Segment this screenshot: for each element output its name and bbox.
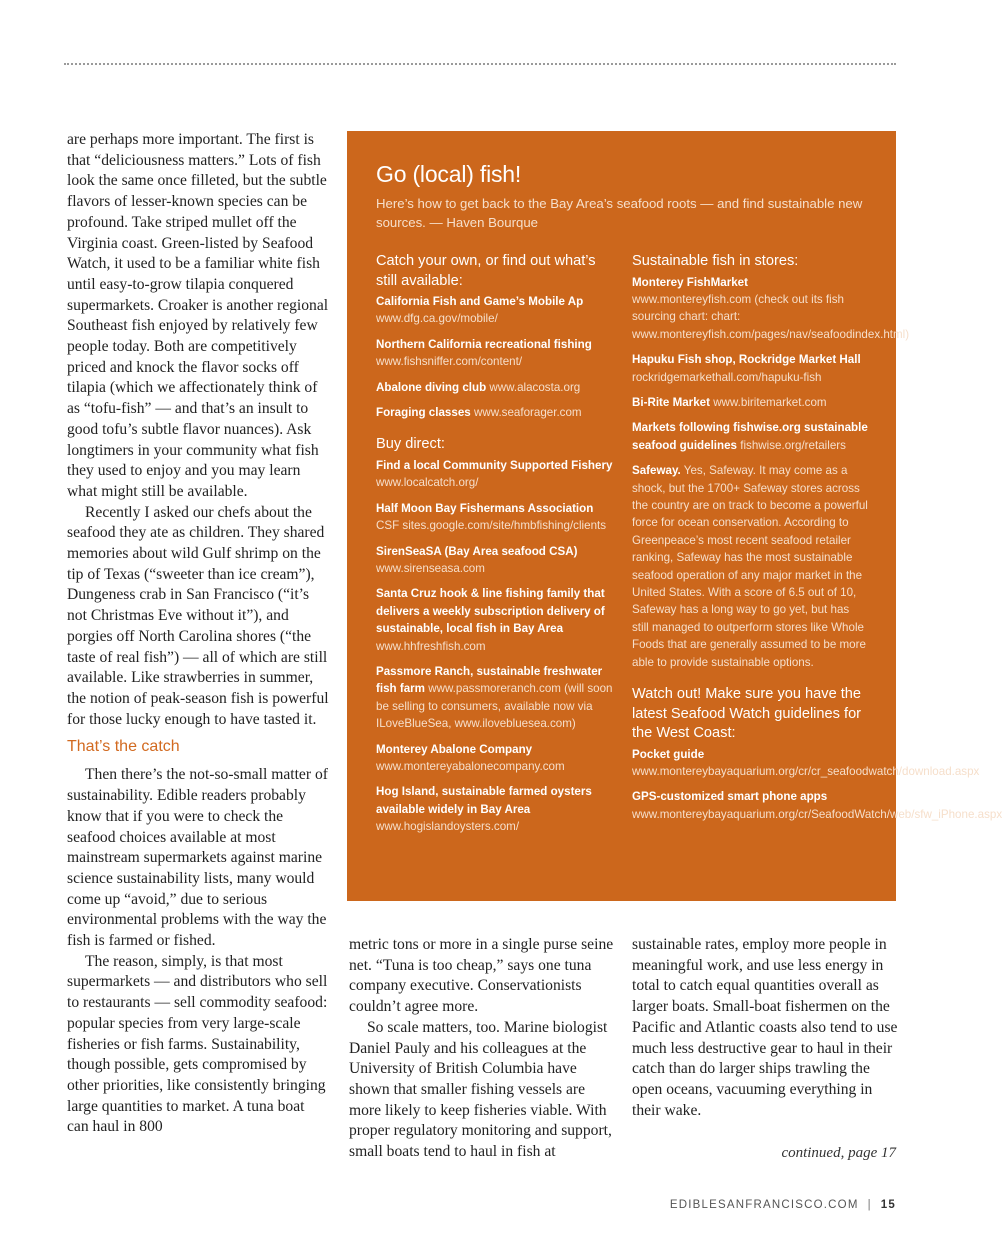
resource-link[interactable]: www.localcatch.org/ bbox=[376, 476, 479, 490]
article-paragraph: are perhaps more important. The first is that “deliciousness matters.” Lots of fish look the same once filleted, but the subtle flavors of lesser-known species can be profound. Take striped mullet off the Virginia coast. Green-listed by Seafood Watch, it used to be a familiar white fish until easy-to-grow tilapia conquered supermarkets. Croaker is another regional Southeast fish enjoyed by relatively few people today. Both are competitively priced and knock the flavor socks off tilapia (which we affectionately think of as “tofu-fish” — and that’s an insult to good tofu’s subtle flavor nuances). Ask longtimers in your community what fish they used to enjoy and you may learn what might still be available. bbox=[67, 131, 329, 500]
resource-link[interactable]: Yes, Safeway. It may come as a shock, but the 1700+ Safeway stores across the country are on track to become a powerful force for ocean conservation. According to Greenpeace’s most recent seafood retailer ranking, Safeway has the most sustainable seafood operation of any major market in the United States. With a score of 6.5 out of 10, Safeway has a long way to go yet, but has still managed to outperform stores like Whole Foods that are generally assumed to be more able to provide sustainable options. bbox=[632, 464, 868, 669]
resource-name: Hapuku Fish shop, Rockridge Market Hall bbox=[632, 353, 861, 367]
resource-name: GPS-customized smart phone apps bbox=[632, 790, 828, 804]
sidebar-resource-item bbox=[632, 351, 868, 386]
resource-link[interactable]: www.hogislandoysters.com/ bbox=[376, 820, 520, 834]
sidebar-resource-item bbox=[376, 293, 616, 328]
sidebar-resource-item bbox=[632, 274, 910, 344]
sidebar-resource-item bbox=[376, 336, 616, 371]
sidebar-right-column bbox=[632, 252, 1002, 844]
resource-name: Pocket guide bbox=[632, 747, 705, 761]
resource-link[interactable]: www.dfg.ca.gov/mobile/ bbox=[376, 312, 498, 326]
article-paragraph: Then there’s the not-so-small matter of sustainability. Edible readers probably know that if you were to check the seafood choices available at most mainstream supermarkets against marine science sustainability lists, many would come up “avoid,” due to serious environmental problems with the way the fish is farmed or fished. bbox=[67, 766, 328, 950]
page-number: 15 bbox=[880, 1199, 896, 1211]
footer-separator: | bbox=[867, 1199, 872, 1211]
resource-name: Monterey FishMarket bbox=[632, 275, 748, 289]
sidebar-resource-item bbox=[376, 500, 616, 535]
sidebar-resource-item bbox=[632, 462, 868, 671]
article-paragraph: So scale matters, too. Marine biologist Daniel Pauly and his colleagues at the University of British Columbia have shown that smaller fishing vessels are more likely to keep fisheries viable. With proper regulatory monitoring and support, small boats tend to haul in fish at bbox=[349, 1018, 612, 1161]
sidebar-resource-item bbox=[376, 663, 616, 733]
sidebar-section-heading: Buy direct: bbox=[376, 436, 445, 453]
resource-link[interactable]: www.sirenseasa.com bbox=[376, 561, 485, 575]
sidebar-resource-item bbox=[376, 379, 616, 396]
resource-link[interactable]: CSF sites.google.com/site/hmbfishing/clients bbox=[376, 519, 607, 533]
resource-name: Half Moon Bay Fishermans Association bbox=[376, 501, 594, 515]
resource-link[interactable]: www.fishsniffer.com/content/ bbox=[376, 355, 523, 369]
sidebar-section bbox=[376, 435, 616, 835]
resource-name: Northern California recreational fishing bbox=[376, 337, 592, 351]
sidebar-section-heading: Catch your own, or find out what’s still available: bbox=[376, 253, 596, 289]
resource-link[interactable]: www.montereybayaquarium.org/cr/cr_seafoodwatch/download.aspx bbox=[632, 764, 980, 778]
sidebar-resource-item bbox=[632, 394, 868, 411]
resource-name: California Fish and Game’s Mobile Ap bbox=[376, 295, 584, 308]
resource-name: Markets following fishwise.org sustainable seafood guidelines bbox=[632, 421, 868, 452]
section-subhead: That’s the catch bbox=[67, 738, 180, 756]
article-paragraph: metric tons or more in a single purse seine net. “Tuna is too cheap,” says one tuna company executive. Conservationists couldn’t agree more. bbox=[349, 936, 614, 1016]
resource-name: Santa Cruz hook & line fishing family that delivers a weekly subscription delivery of sustainable, local fish in Bay Area bbox=[376, 587, 605, 636]
sidebar-resource-item bbox=[376, 543, 616, 578]
dotted-header-rule bbox=[64, 63, 896, 65]
article-column-2 bbox=[349, 935, 614, 1163]
sidebar-intro: Here’s how to get back to the Bay Area’s seafood roots — and find sustainable new sources. — Haven Bourque bbox=[376, 196, 863, 230]
article-paragraph: Recently I asked our chefs about the seafood they ate as children. They shared memories about wild Gulf shrimp on the tip of Texas (“sweeter than ice cream”), Dungeness crab in San Francisco (“it’s not Christmas Eve without it”), and porgies off North Carolina shores (“the taste of real fish”) — all of which are still available. Like strawberries in summer, the notion of peak-season fish is powerful for those lucky enough to have tasted it. bbox=[67, 503, 329, 728]
sidebar-section bbox=[376, 252, 616, 421]
resource-name: Find a local Community Supported Fishery bbox=[376, 458, 613, 472]
resource-name: Hog Island, sustainable farmed oysters available widely in Bay Area bbox=[376, 785, 592, 816]
sidebar-left-column bbox=[376, 252, 616, 844]
sidebar-resource-item bbox=[376, 783, 616, 835]
article-paragraph: sustainable rates, employ more people in meaningful work, and use less energy in total to catch equal quantities overall as larger boats. Small-boat fishermen on the Pacific and Atlantic coasts also tend to use much less destructive gear to haul in their catch than do larger ships trawling the open oceans, vacuuming everything in their wake. bbox=[632, 936, 898, 1119]
sidebar-resource-item bbox=[376, 741, 616, 776]
sidebar-resource-item bbox=[376, 457, 616, 492]
resource-name: Bi-Rite Market bbox=[632, 395, 710, 409]
resource-link[interactable]: www.montereyfish.com (check out its fish sourcing chart: chart: www.montereyfish.com/pages/nav/seafoodindex.html) bbox=[632, 292, 910, 341]
sidebar-section bbox=[632, 252, 910, 671]
resource-link[interactable]: www.seaforager.com bbox=[473, 406, 582, 420]
sidebar-section bbox=[632, 685, 1002, 823]
resource-name: Abalone diving club bbox=[376, 380, 487, 394]
resource-name: Passmore Ranch, sustainable freshwater fish farm bbox=[376, 665, 603, 696]
sidebar-section-heading: Sustainable fish in stores: bbox=[632, 253, 799, 269]
resource-link[interactable]: www.passmoreranch.com (will soon be selling to consumers, available now via ILoveBlueSea, www.ilovebluesea.com) bbox=[376, 682, 613, 731]
resource-link[interactable]: www.biritemarket.com bbox=[713, 395, 827, 409]
article-column-1 bbox=[67, 130, 329, 1138]
sidebar-resource-item bbox=[632, 788, 1002, 823]
resource-link[interactable]: www.montereybayaquarium.org/cr/SeafoodWatch/web/sfw_iPhone.aspx bbox=[632, 807, 1002, 821]
page-footer bbox=[670, 1199, 896, 1211]
sidebar-box bbox=[347, 131, 1002, 901]
resource-name: SirenSeaSA (Bay Area seafood CSA) bbox=[376, 544, 578, 558]
resource-link[interactable]: www.hhfreshfish.com bbox=[376, 639, 486, 653]
resource-name: Safeway. bbox=[632, 464, 681, 478]
resource-name: Monterey Abalone Company bbox=[376, 742, 533, 756]
article-paragraph: The reason, simply, is that most supermarkets — and distributors who sell to restaurants — sell commodity seafood: popular species from very large-scale fisheries or fish farms. Sustainability, though possible, gets compromised by other priorities, like consistently bringing large quantities to market. A tuna boat can haul in 800 bbox=[67, 952, 328, 1136]
resource-name: Foraging classes bbox=[376, 406, 471, 420]
resource-link[interactable]: fishwise.org/retailers bbox=[740, 438, 846, 452]
continued-note: continued, page 17 bbox=[781, 1145, 896, 1161]
sidebar-resource-item bbox=[376, 585, 616, 655]
sidebar-title: Go (local) fish! bbox=[376, 161, 522, 187]
sidebar-resource-item bbox=[376, 404, 616, 421]
sidebar-resource-item bbox=[632, 746, 980, 781]
resource-link[interactable]: www.alacosta.org bbox=[489, 380, 581, 394]
resource-link[interactable]: rockridgemarkethall.com/hapuku-fish bbox=[632, 370, 822, 384]
footer-site: EDIBLESANFRANCISCO.COM bbox=[669, 1199, 859, 1211]
resource-link[interactable]: www.montereyabalonecompany.com bbox=[376, 760, 565, 774]
sidebar-resource-item bbox=[632, 419, 868, 454]
article-column-3 bbox=[632, 935, 898, 1121]
sidebar-section-heading: Watch out! Make sure you have the latest Seafood Watch guidelines for the West Coast: bbox=[632, 686, 862, 742]
